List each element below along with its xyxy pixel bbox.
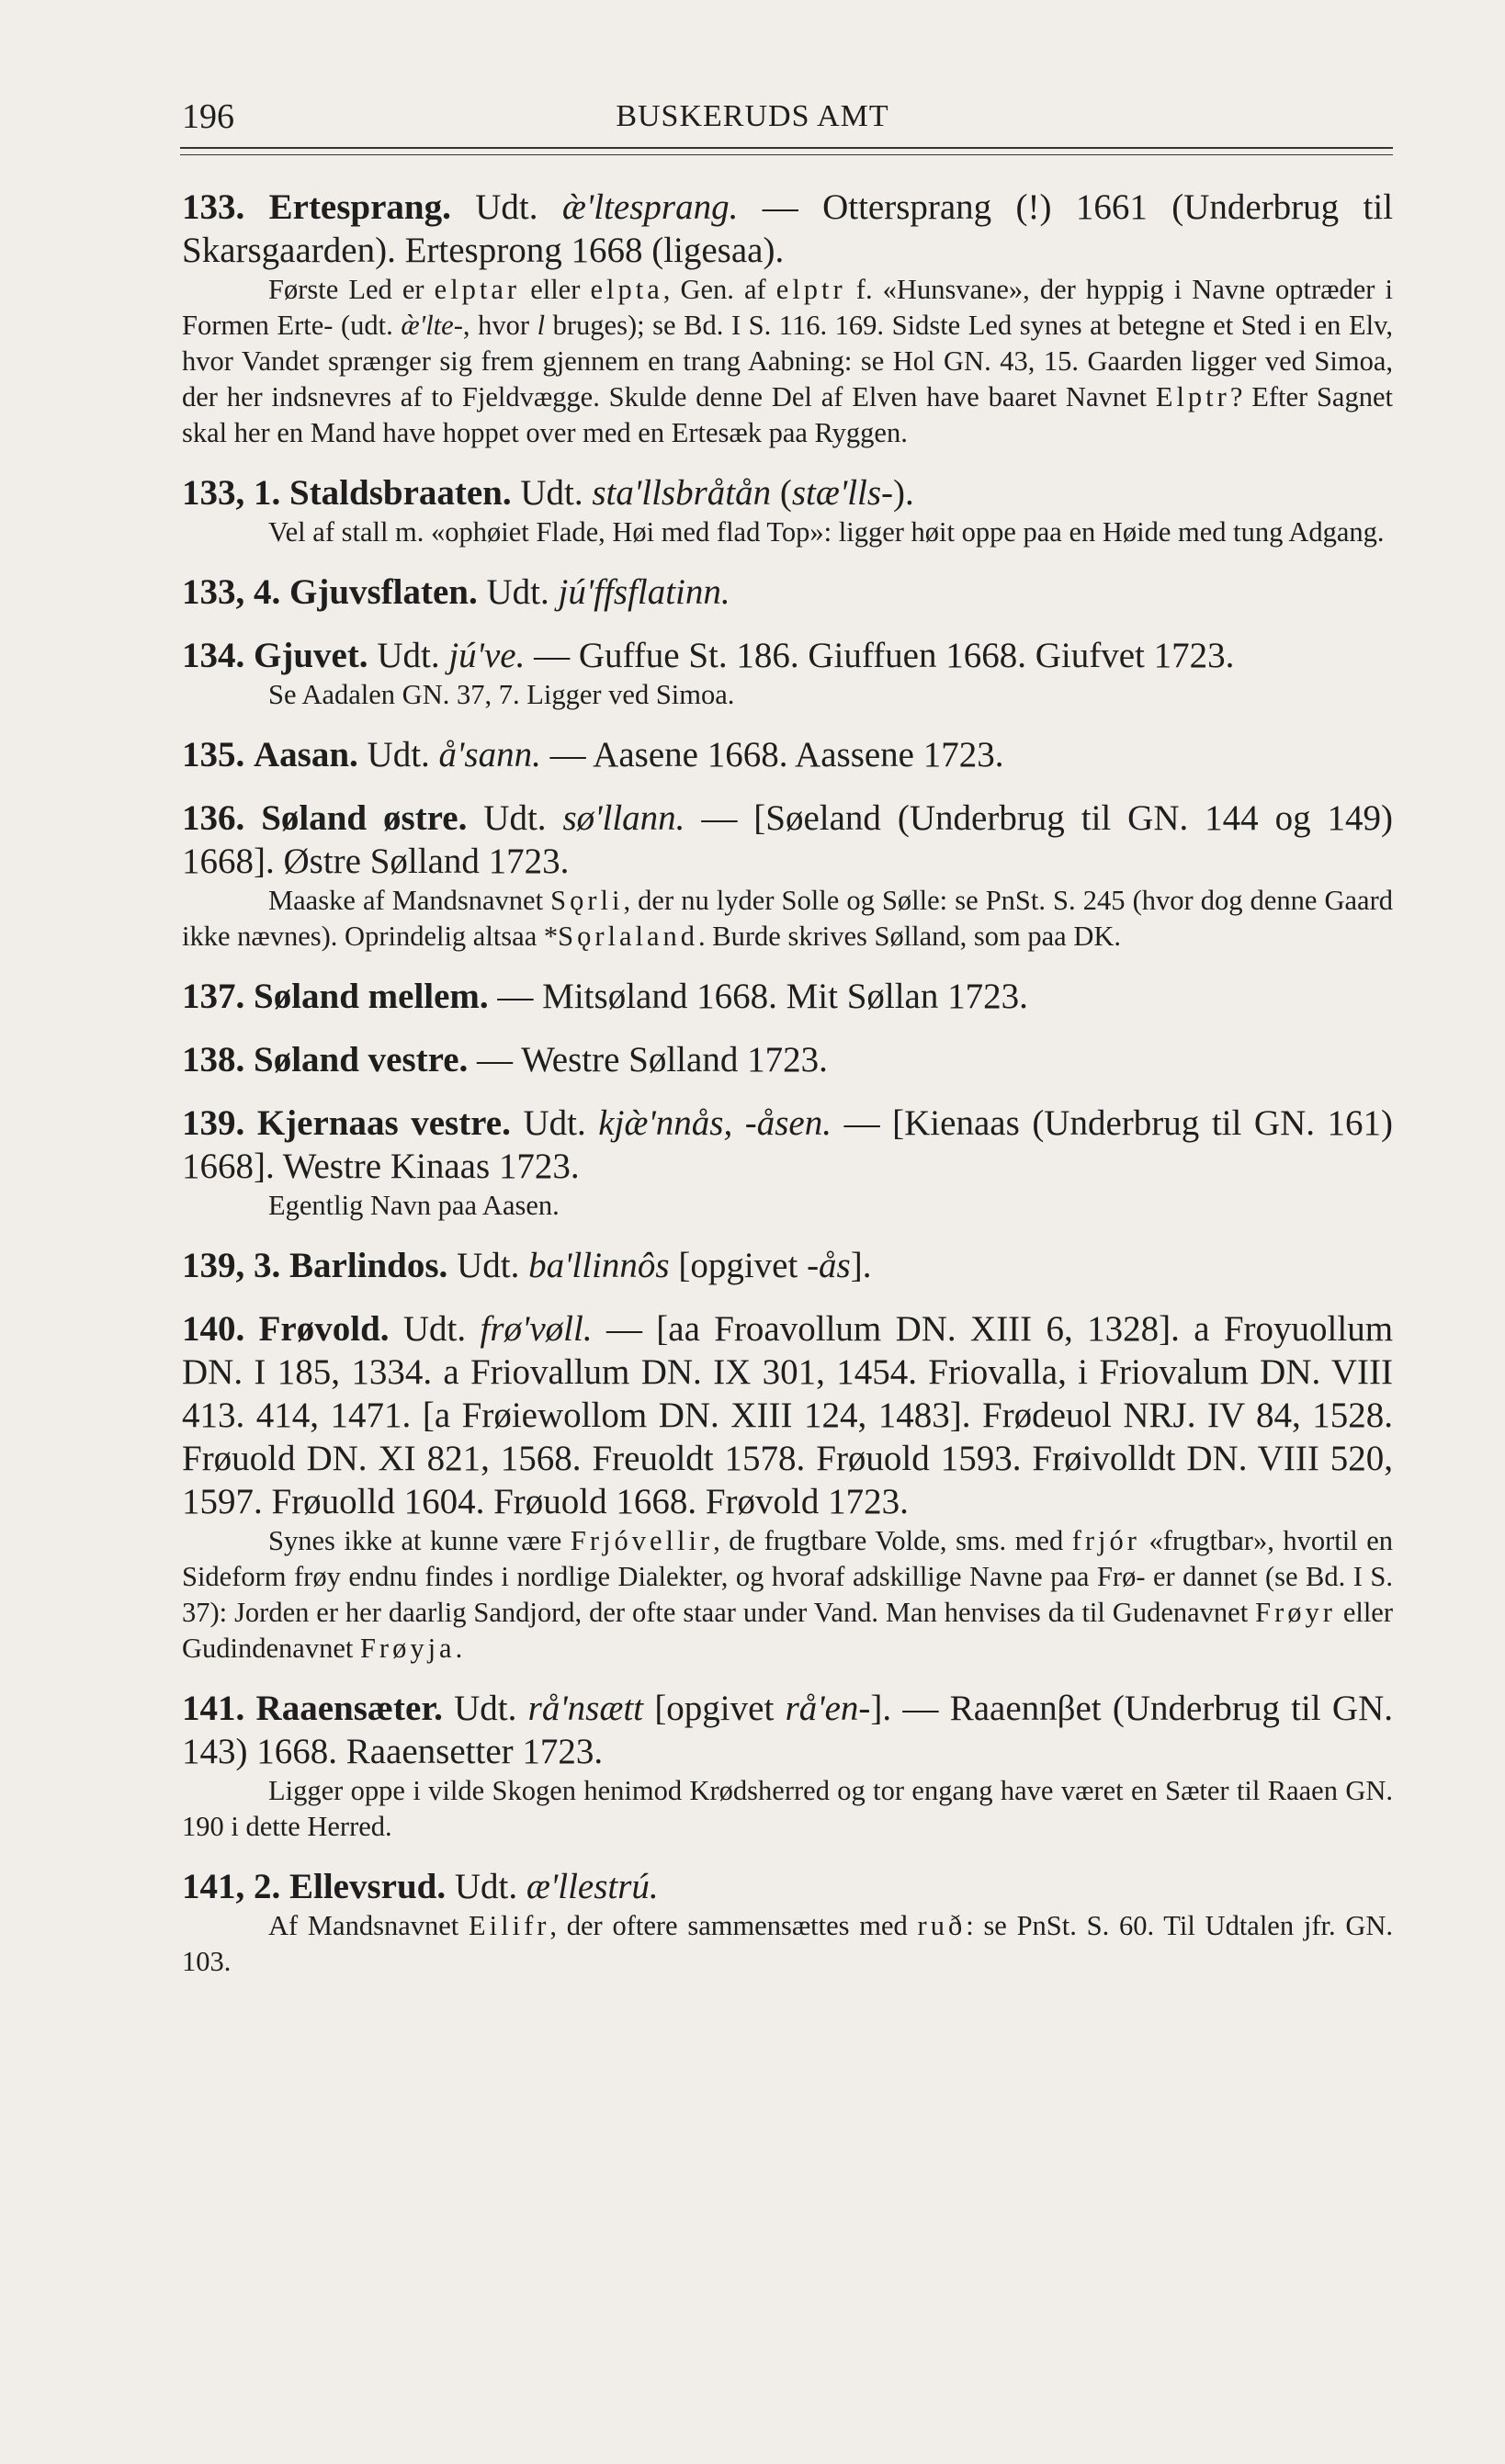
entry-name: Søland vestre. — [254, 1040, 469, 1079]
entry-number: 133, 4. — [182, 572, 281, 612]
entry-forms: — Ottersprang (!) 1661 (Underbrug til Skarsgaarden). Ertesprong 1668 (ligesaa). — [182, 187, 1394, 270]
entry-name: Kjernaas vestre. — [256, 1103, 511, 1143]
entry-141: 141. Raaensæter. Udt. rå'nsætt [opgivet rå'en-]. — Raaennβet (Underbrug til GN. 143) 1668. Raaensetter 1723. — [182, 1689, 1393, 1771]
entry-forms: — Westre Sølland 1723. — [477, 1040, 828, 1079]
entry-137 — [182, 975, 1393, 1018]
entry-note: Maaske af Mandsnavnet Sǫrli, der nu lyder Solle og Sølle: se PnSt. S. 245 (hvor dog denne Gaard ikke nævnes). Oprindelig altsaa *Sǫrlaland. Burde skrives Sølland, som paa DK. — [182, 885, 1393, 952]
header-rule-thin — [180, 154, 1393, 155]
udt-label: Udt. — [520, 473, 583, 513]
entry-name: Ertesprang. — [268, 187, 451, 227]
entry-name: Raaensæter. — [255, 1689, 443, 1728]
entry-forms: — Mitsøland 1668. Mit Søllan 1723. — [497, 977, 1028, 1016]
entry-forms: — Aasene 1668. Aassene 1723. — [549, 735, 1004, 774]
entry-141-2 — [182, 1865, 1393, 1908]
entry-136 — [182, 797, 1393, 883]
entry-number: 137. — [182, 977, 245, 1016]
entry-forms: — [Kienaas (Underbrug til GN. 161) 1668]. Westre Kinaas 1723. — [182, 1103, 1394, 1186]
entry-number: 139, 3. — [182, 1246, 281, 1285]
udt-label: Udt. — [402, 1309, 467, 1349]
udt-label: Udt. — [486, 572, 549, 612]
entry-number: 141, 2. — [182, 1867, 281, 1906]
udt-label: Udt. — [377, 636, 440, 675]
entry-number: 141. — [182, 1689, 245, 1728]
udt-label: Udt. — [483, 798, 547, 838]
entry-name: Søland mellem. — [254, 977, 489, 1016]
entry-name: Staldsbraaten. — [289, 473, 512, 513]
entry-139-3: 139, 3. Barlindos. Udt. ba'llinnôs [opgivet -ås]. — [182, 1246, 872, 1285]
entry-name: Søland østre. — [261, 798, 468, 838]
entry-note: Vel af stall m. «ophøiet Flade, Høi med flad Top»: ligger høit oppe paa en Høide med tung Adgang. — [268, 516, 1385, 548]
entry-forms: — [aa Froavollum DN. XIII 6, 1328]. a Froyuollum DN. I 185, 1334. a Friovallum DN. IX 301, 1454. Friovalla, i Friovalum DN. VIII 413. 414, 1471. [a Frøiewollom DN. XIII 124, 1483]. Frødeuol NRJ. IV 84, 1528. Frøuold DN. XI 821, 1568. Freuoldt 1578. Frøuold 1593. Frøivolldt DN. VIII 520, 1597. Frøuolld 1604. Frøuold 1668. Frøvold 1723. — [182, 1309, 1394, 1521]
entry-number: 136. — [182, 798, 245, 838]
entry-note: Egentlig Navn paa Aasen. — [268, 1190, 560, 1221]
entry-forms: — Guffue St. 186. Giuffuen 1668. Giufvet 1723. — [534, 636, 1235, 675]
entry-name: Ellevsrud. — [289, 1867, 447, 1906]
entry-138 — [182, 1038, 1393, 1081]
entry-number: 134. — [182, 636, 245, 675]
entry-133-4 — [182, 571, 1393, 614]
header-rule — [180, 147, 1393, 149]
entry-140 — [182, 1307, 1393, 1523]
udt-label: Udt. — [523, 1103, 586, 1143]
entry-name: Gjuvsflaten. — [289, 572, 478, 612]
udt-label: Udt. — [367, 735, 430, 774]
pronunciation: æ̀'ltesprang. — [561, 187, 739, 227]
pronunciation: å'sann. — [438, 735, 541, 774]
entry-note: Synes ikke at kunne være Frjóvellir, de frugtbare Volde, sms. med frjór «frugtbar», hvortil en Sideform frøy endnu findes i nordlige Dialekter, og hvoraf adskillige Navne paa Frø- er dannet (se Bd. I S. 37): Jorden er her daarlig Sandjord, der ofte staar under Vand. Man henvises da til Gudenavnet Frøyr eller Gudindenavnet Frøyja. — [182, 1525, 1394, 1664]
entry-number: 135. — [182, 735, 245, 774]
pronunciation: æ'llestrú. — [526, 1867, 659, 1906]
udt-label: Udt. — [454, 1689, 517, 1728]
pronunciation: rå'nsætt — [527, 1689, 644, 1728]
entry-number: 140. — [182, 1309, 245, 1349]
pronunciation: kjæ̀'nnås, -åsen. — [598, 1103, 832, 1143]
pronunciation: ba'llinnôs — [528, 1246, 670, 1285]
entry-number: 138. — [182, 1040, 245, 1079]
entry-133-1: 133, 1. Staldsbraaten. Udt. sta'llsbråtån (stæ'lls-). — [182, 473, 914, 513]
page-body — [182, 186, 1393, 1980]
entry-number: 139. — [182, 1103, 245, 1143]
page-number: 196 — [182, 97, 234, 136]
running-head: BUSKERUDS AMT — [616, 99, 889, 133]
entry-139 — [182, 1102, 1393, 1188]
pronunciation: frø'vøll. — [480, 1309, 593, 1349]
entry-135 — [182, 733, 1393, 776]
entry-number: 133. — [182, 187, 245, 227]
pronunciation: jú'ffsflatinn. — [558, 572, 730, 612]
pronunciation: jú've. — [448, 636, 526, 675]
udt-label: Udt. — [457, 1246, 520, 1285]
entry-name: Barlindos. — [289, 1246, 448, 1285]
entry-note: Af Mandsnavnet Eilifr, der oftere sammensættes med ruð: se PnSt. S. 60. Til Udtalen jfr. GN. 103. — [182, 1910, 1393, 1977]
entry-note: Ligger oppe i vilde Skogen henimod Krødsherred og tor engang have været en Sæter til Raaen GN. 190 i dette Herred. — [182, 1775, 1393, 1842]
entry-note: Se Aadalen GN. 37, 7. Ligger ved Simoa. — [268, 679, 735, 710]
pronunciation: sø'llann. — [562, 798, 685, 838]
entry-134 — [182, 634, 1393, 677]
entry-forms: — [Søeland (Underbrug til GN. 144 og 149) 1668]. Østre Sølland 1723. — [182, 798, 1394, 881]
entry-133 — [182, 186, 1393, 272]
entry-name: Aasan. — [254, 735, 358, 774]
entry-note: Første Led er elptar eller elpta, Gen. af elptr f. «Hunsvane», der hyppig i Navne optræder i Formen Erte- (udt. æ̀'lte-, hvor l bruges); se Bd. I S. 116. 169. Sidste Led synes at betegne et Sted i en Elv, hvor Vandet sprænger sig frem gjennem en trang Aabning: se Hol GN. 43, 15. Gaarden ligger ved Simoa, der her indsnevres af to Fjeldvægge. Skulde denne Del af Elven have baaret Navnet Elptr? Efter Sagnet skal her en Mand have hoppet over med en Ertesæk paa Ryggen. — [182, 274, 1393, 448]
udt-label: Udt. — [454, 1867, 518, 1906]
udt-label: Udt. — [475, 187, 538, 227]
entry-name: Frøvold. — [258, 1309, 390, 1349]
entry-number: 133, 1. — [182, 473, 281, 513]
pronunciation: sta'llsbråtån — [592, 473, 772, 513]
entry-name: Gjuvet. — [254, 636, 368, 675]
